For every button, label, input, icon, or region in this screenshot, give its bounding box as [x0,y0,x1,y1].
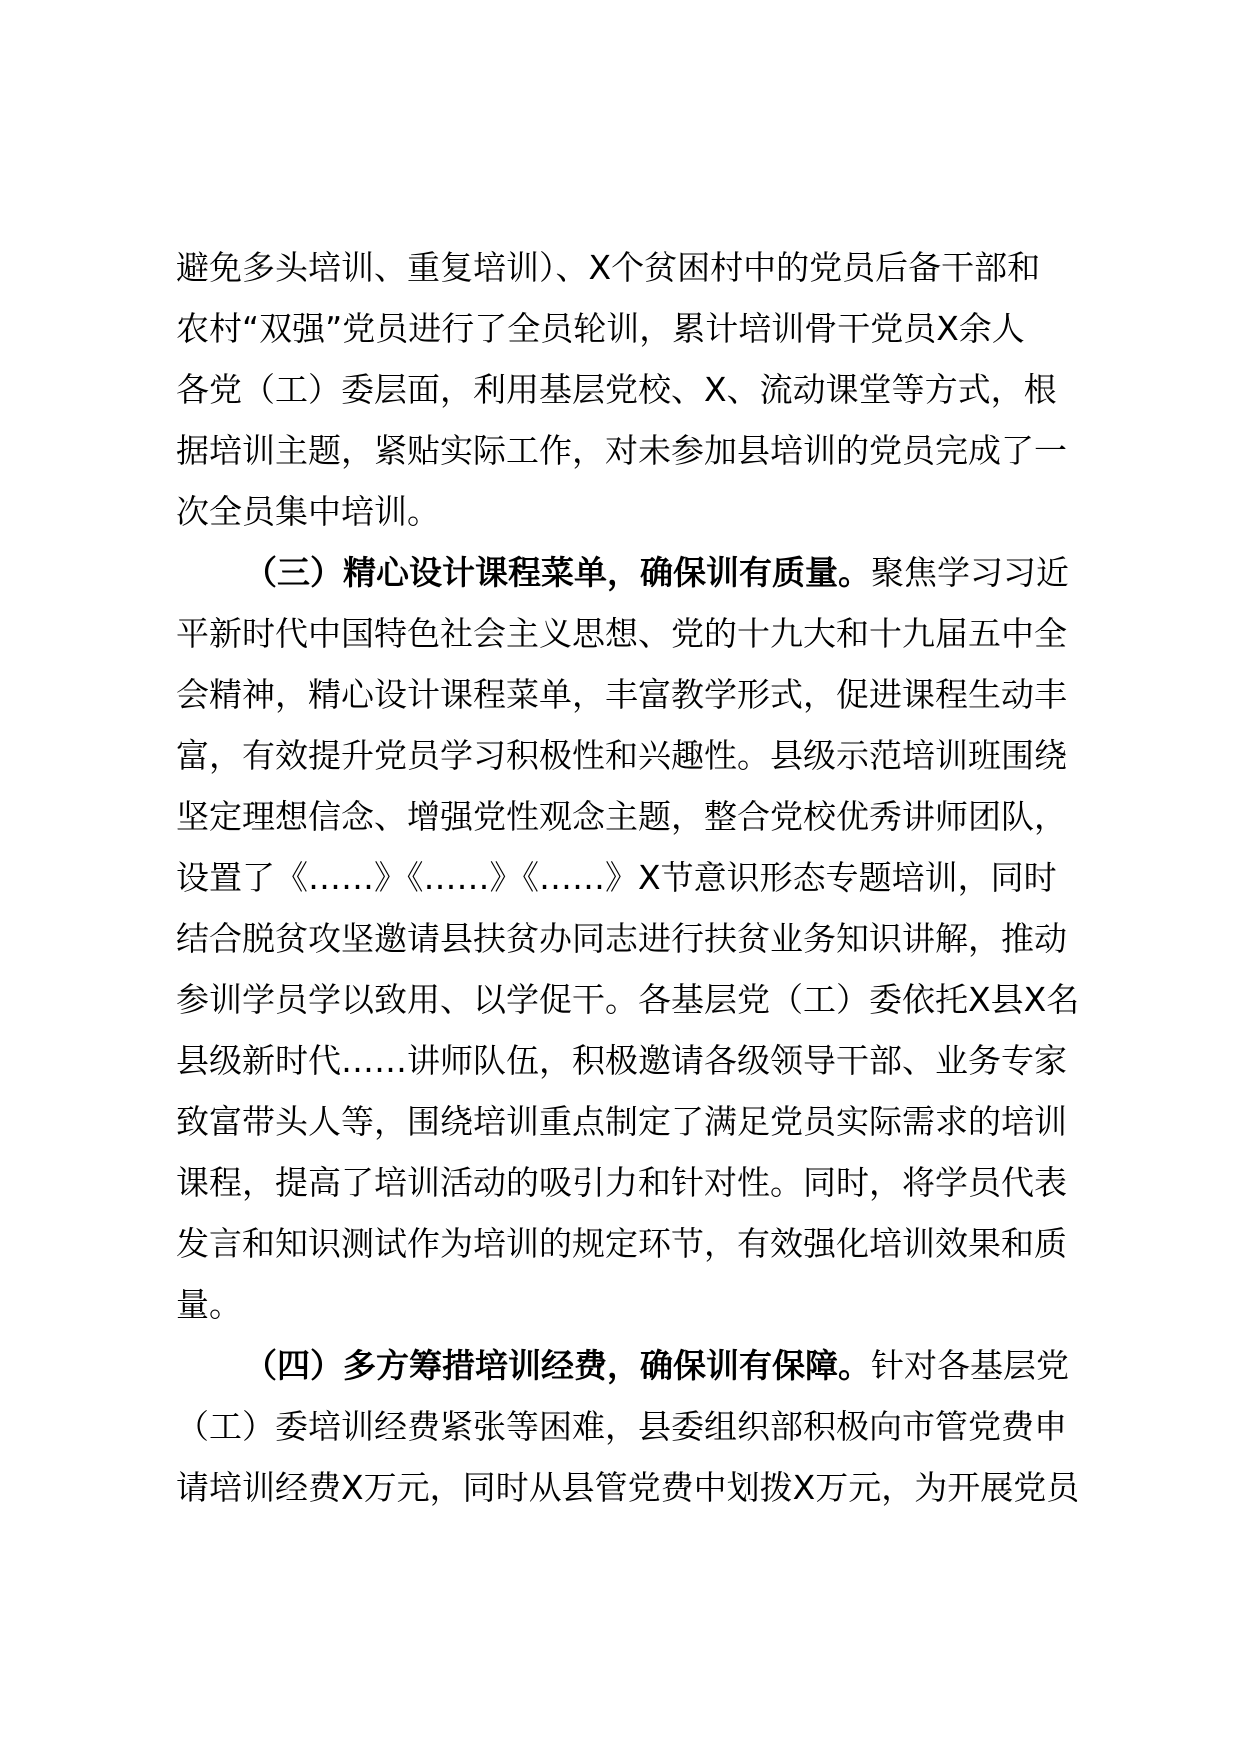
text-line: 设置了《……》《……》《……》X节意识形态专题培训，同时 [176,858,1057,897]
text-line: 次全员集中培训。 [176,492,440,531]
section-text: 聚焦学习习近 [871,553,1069,592]
text-line: 请培训经费X万元，同时从县管党费中划拨X万元，为开展党员 [176,1468,1080,1507]
body-text [176,237,1106,1518]
text-line: 富，有效提升党员学习积极性和兴趣性。县级示范培训班围绕 [176,736,1067,775]
text-line: 坚定理想信念、增强党性观念主题，整合党校优秀讲师团队， [176,797,1067,836]
text-line: 县级新时代……讲师队伍，积极邀请各级领导干部、业务专家 [176,1041,1067,1080]
text-line: 量。 [176,1285,242,1324]
text-line: 参训学员学以致用、以学促干。各基层党（工）委依托X县X名 [176,980,1080,1019]
text-line: 课程，提高了培训活动的吸引力和针对性。同时，将学员代表 [176,1163,1067,1202]
text-line: （工）委培训经费紧张等困难，县委组织部积极向市管党费申 [176,1407,1067,1446]
section-heading-line [176,1335,1106,1396]
text-line: 会精神，精心设计课程菜单，丰富教学形式，促进课程生动丰 [176,675,1067,714]
text-line: 据培训主题，紧贴实际工作，对未参加县培训的党员完成了一 [176,431,1067,470]
text-line: 避免多头培训、重复培训）、X个贫困村中的党员后备干部和 [176,248,1041,287]
text-line: 平新时代中国特色社会主义思想、党的十九大和十九届五中全 [176,614,1067,653]
section-heading-line [176,542,1106,603]
text-line: 发言和知识测试作为培训的规定环节，有效强化培训效果和质 [176,1224,1067,1263]
text-line: 农村“双强”党员进行了全员轮训，累计培训骨干党员X余人 [176,309,1025,348]
text-line: 结合脱贫攻坚邀请县扶贫办同志进行扶贫业务知识讲解，推动 [176,919,1067,958]
text-line: 致富带头人等，围绕培训重点制定了满足党员实际需求的培训 [176,1102,1067,1141]
section-heading-3: （三）精心设计课程菜单，确保训有质量。 [244,553,871,592]
section-text: 针对各基层党 [871,1346,1069,1385]
section-heading-4: （四）多方筹措培训经费，确保训有保障。 [244,1346,871,1385]
text-line: 各党（工）委层面，利用基层党校、X、流动课堂等方式，根 [176,370,1057,409]
